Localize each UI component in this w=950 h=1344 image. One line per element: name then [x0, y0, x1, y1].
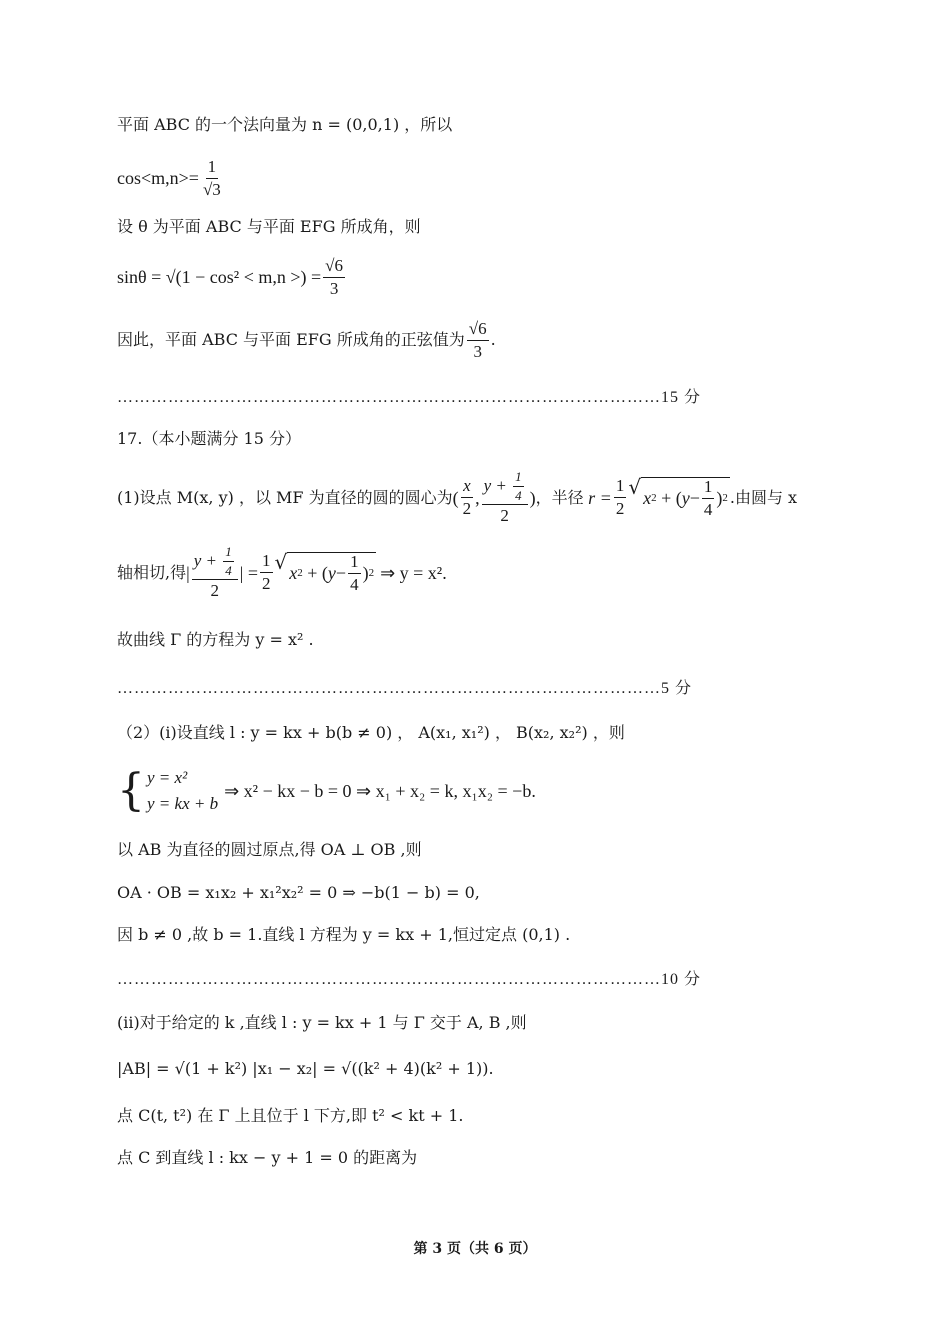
question-17-title: 17.（本小题满分 15 分） [117, 429, 301, 448]
sine-formula [117, 257, 347, 298]
score-line-5: ……………………………………………………………………………………5 分 [117, 680, 692, 697]
cosine-fraction: $\frac{1}{√3}$ [202, 157, 221, 199]
part2-ii-setup: (ii)对于给定的 k ,直线 l : y = kx + 1 与 Γ 交于 A, B ,则 [117, 1013, 527, 1032]
part1-text-a: (1)设点 M(x, y) ，以 MF 为直径的圆的圆心为 [117, 487, 453, 507]
part1-text-b: ，半径 [535, 487, 584, 507]
part1-text-c: .由圆与 x [729, 487, 798, 507]
system-eq-2: y = kx + b [147, 794, 219, 814]
theta-definition: 设 θ 为平面 ABC 与平面 EFG 所成角，则 [117, 217, 421, 236]
sine-fraction: $\frac{√6}{3}$ [325, 256, 343, 298]
score-line-10: ……………………………………………………………………………………10 分 [117, 971, 701, 988]
tangent-text: 轴相切,得 [117, 562, 187, 582]
part1-line2: 轴相切,得 | y + $\frac{1}{4}$ 2 | = $\frac{1}{2}$ √ x 2 + ( y − $\frac{1}{4}$ ) 2 ⇒ y = x². [117, 544, 447, 601]
curve-equation: 故曲线 Γ 的方程为 y = x² . [117, 630, 314, 649]
dot-product-line: OA · OB = x₁x₂ + x₁²x₂² = 0 ⇒ −b(1 − b) = 0, [117, 883, 480, 902]
normal-vector-line: 平面 ABC 的一个法向量为 n = (0,0,1) ，所以 [117, 115, 453, 134]
cosine-formula [117, 158, 225, 199]
distance-line: 点 C 到直线 l : kx − y + 1 = 0 的距离为 [117, 1148, 418, 1167]
sine-expression: sinθ = √(1 − cos² < m,n >) = [117, 267, 322, 288]
center-y-fraction: y + $\frac{1}{4}$ 2 [482, 470, 528, 525]
conclusion-fraction: $\frac{√6}{3}$ [468, 319, 487, 361]
center-x-fraction: $\frac{x}{2}$ [462, 476, 472, 519]
radius-sqrt: √ x 2 + ( y − $\frac{1}{4}$ ) 2 [628, 474, 728, 519]
perpendicular-condition: 以 AB 为直径的圆过原点,得 OA ⊥ OB ,则 [117, 840, 422, 859]
point-c-condition: 点 C(t, t²) 在 Γ 上且位于 l 下方,即 t² < kt + 1. [117, 1106, 464, 1125]
score-line-15: ……………………………………………………………………………………15 分 [117, 389, 701, 406]
part2-setup: （2）(i)设直线 l : y = kx + b(b ≠ 0) ， A(x₁, x₁²) ， B(x₂, x₂²) ，则 [117, 723, 625, 742]
page-footer: 第 3 页（共 6 页） [413, 1241, 537, 1257]
fixed-point-line: 因 b ≠ 0 ,故 b = 1.直线 l 方程为 y = kx + 1,恒过定点 (0,1) . [117, 925, 571, 944]
conclusion-text: 因此，平面 ABC 与平面 EFG 所成角的正弦值为 [117, 330, 465, 350]
tangent-result: ⇒ y = x². [380, 562, 447, 583]
system-result: ⇒ x² − kx − b = 0 ⇒ x₁ + x₂ = k, x₁x₂ = −b. [224, 781, 536, 802]
equation-system: { y = x² y = kx + b ⇒ x² − kx − b = 0 ⇒ x₁ + x₂ = k, x₁x₂ = −b. [117, 765, 536, 817]
tangent-fraction: y + $\frac{1}{4}$ 2 [192, 545, 238, 600]
cosine-label: cos<m,n>= [117, 168, 199, 189]
system-eq-1: y = x² [147, 768, 188, 787]
part1-line1: (1)设点 M(x, y) ，以 MF 为直径的圆的圆心为 ( $\frac{x}{2}$ , y + $\frac{1}{4}$ 2 ) ，半径 r = $\frac{1}{2}$ √ x 2 + ( y − $\frac{1}{4}$ ) 2 .由圆与 x [117, 469, 798, 526]
chord-length: |AB| = √(1 + k²) |x₁ − x₂| = √((k² + 4)(k² + 1)). [117, 1059, 494, 1078]
conclusion-line: 因此，平面 ABC 与平面 EFG 所成角的正弦值为 $\frac{√6}{3}$ . [117, 319, 496, 361]
